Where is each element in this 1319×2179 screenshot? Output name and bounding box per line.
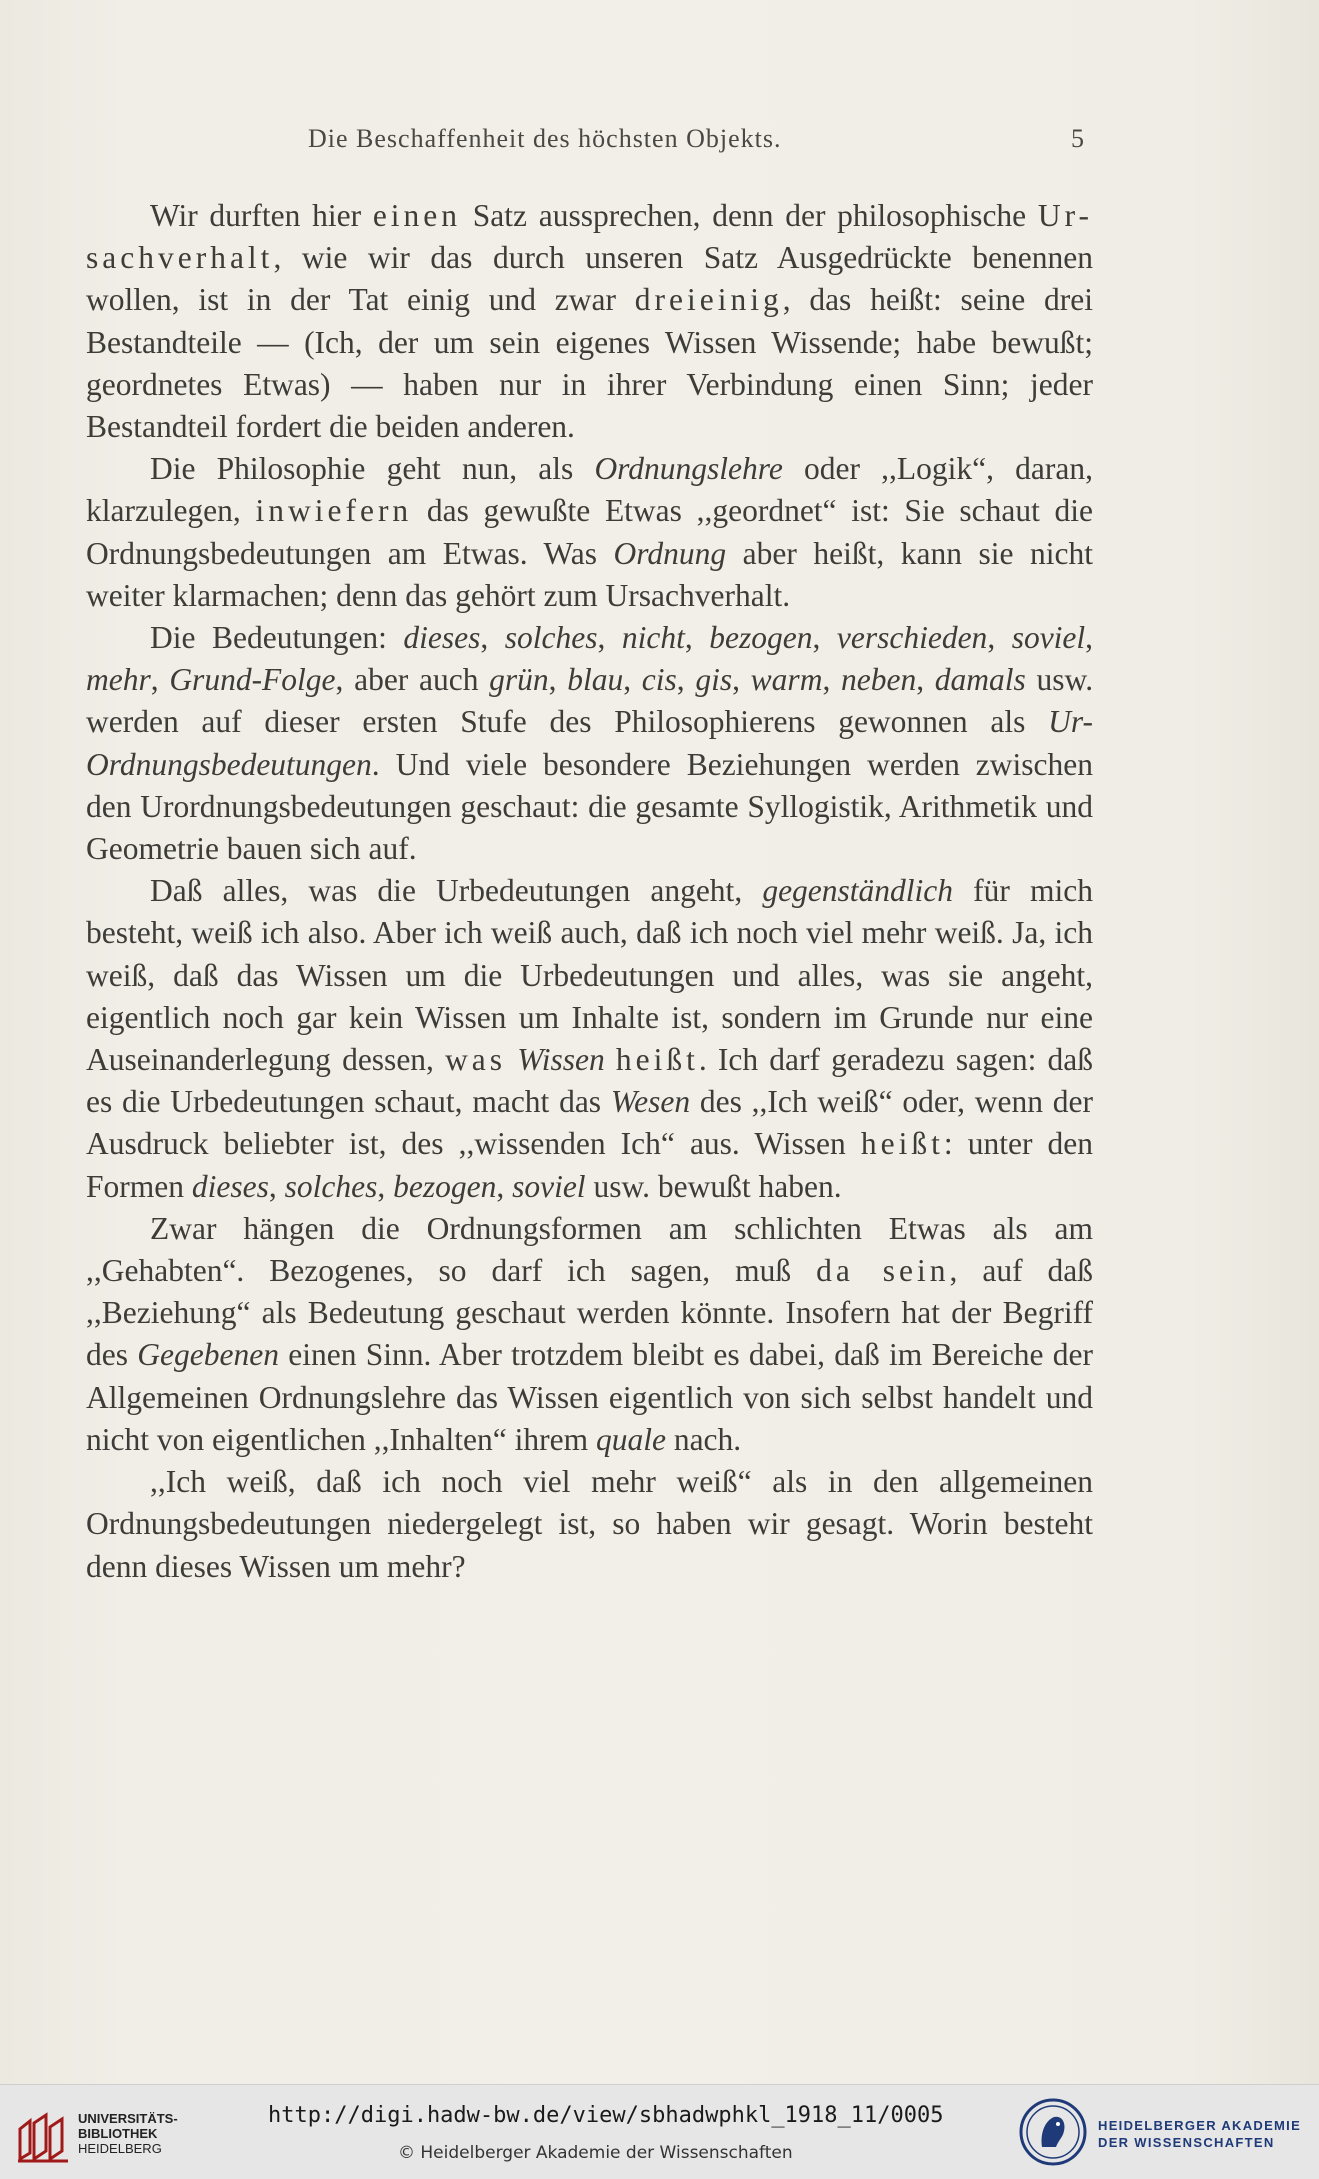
italic-emphasis: verschieden — [836, 620, 988, 656]
italic-emphasis: dieses — [403, 620, 481, 656]
text-run: , — [597, 620, 622, 656]
text-run: usw. bewußt haben. — [585, 1168, 842, 1204]
text-run: , wie wir das durch unseren Satz Ausgedrückte benennen wollen, ist in der Tat einig und zwar — [86, 240, 1093, 318]
text-run: aber heißt, kann sie nicht weiter klarmachen; denn das gehört zum Ursachverhalt. — [86, 535, 1093, 613]
italic-emphasis: neben — [841, 662, 917, 698]
italic-emphasis: solches — [284, 1168, 378, 1204]
paragraph — [86, 448, 1093, 617]
text-run: das gewußte Etwas ,,geordnet“ ist: Sie schaut die Ordnungsbedeutungen am Etwas. Was — [86, 493, 1093, 571]
library-name-line-3: HEIDELBERG — [78, 2141, 162, 2156]
paragraph — [86, 617, 1093, 870]
italic-emphasis: nicht — [621, 620, 685, 656]
letterspaced-emphasis: heißt — [860, 1126, 944, 1162]
text-run: , — [496, 1168, 513, 1204]
academy-seal-icon — [1018, 2097, 1088, 2167]
text-run: , aber auch — [335, 662, 490, 698]
university-library-name[interactable] — [78, 2111, 178, 2156]
text-run: ,,Ich weiß, daß ich noch viel mehr weiß“ als in den allgemeinen Ordnungsbedeutungen niedergelegt ist, so haben wir gesagt. Worin besteht denn dieses Wissen um mehr? — [86, 1464, 1093, 1584]
library-name-line-1: UNIVERSITÄTS- — [78, 2111, 178, 2126]
italic-emphasis: cis — [641, 662, 677, 698]
text-run: , — [822, 662, 842, 698]
italic-emphasis: mehr — [86, 662, 151, 698]
text-run: usw. werden auf dieser ersten Stufe des Philosophierens gewonnen als — [86, 662, 1094, 740]
italic-emphasis: soviel — [512, 1168, 586, 1204]
italic-emphasis: blau — [567, 662, 624, 698]
text-run — [605, 1042, 616, 1077]
italic-emphasis: damals — [934, 662, 1026, 698]
paragraph — [86, 1208, 1093, 1461]
text-run: Satz aussprechen, denn der philosophische — [461, 198, 1038, 233]
university-library-logo-icon — [14, 2107, 72, 2165]
italic-emphasis: quale — [595, 1421, 666, 1457]
letterspaced-emphasis: dreieinig — [634, 282, 783, 318]
italic-emphasis: dieses — [191, 1168, 269, 1204]
letterspaced-emphasis: was — [445, 1042, 507, 1078]
text-run: Zwar hängen die Ordnungsformen am schlichten Etwas als am ,,Gehabten“. Bezogenes, so darf ich sagen, muß — [86, 1210, 1093, 1289]
letterspaced-emphasis: einen — [372, 198, 462, 233]
text-run: Die Bedeutungen: — [150, 620, 404, 656]
italic-emphasis: Ur-Ordnungsbedeutungen — [86, 704, 1093, 782]
body-text — [86, 195, 1093, 1588]
italic-emphasis: Ordnung — [613, 535, 727, 571]
text-run — [506, 1042, 517, 1077]
text-run: , auf daß ,,Beziehung“ als Bedeutung geschaut werden könnte. Insofern hat der Begriff des — [86, 1253, 1094, 1373]
running-head — [86, 124, 1086, 158]
page-number: 5 — [1071, 124, 1085, 153]
italic-emphasis: Wissen — [517, 1042, 605, 1078]
text-run: , — [684, 620, 710, 656]
text-run: für mich besteht, weiß ich also. Aber ich weiß auch, daß ich noch viel mehr weiß. Ja, ich weiß, daß das Wissen um die Urbedeutungen und alles, was sie angeht, eigentlich noch gar kein Wissen um Inhalte ist, sondern im Grunde nur eine Auseinanderlegung dessen, — [86, 873, 1093, 1078]
text-run: : unter den Formen — [86, 1126, 1093, 1204]
paragraph — [86, 870, 1093, 1208]
letterspaced-emphasis: heißt — [615, 1042, 699, 1078]
text-run: des ,,Ich weiß“ oder, wenn der Ausdruck beliebter ist, des ,,wissenden Ich“ aus. Wissen — [86, 1084, 1093, 1162]
library-name-line-2: BIBLIOTHEK — [78, 2126, 158, 2141]
italic-emphasis: Gegebenen — [137, 1337, 279, 1373]
running-head-title: Die Beschaffenheit des höchsten Objekts. — [308, 124, 782, 153]
italic-emphasis: bezogen — [393, 1168, 497, 1204]
text-run: oder ,,Logik“, daran, klarzulegen, — [86, 451, 1093, 529]
text-run: Die Philosophie geht nun, als — [150, 451, 595, 487]
letterspaced-emphasis: inwiefern — [255, 493, 413, 529]
italic-emphasis: gis — [695, 662, 733, 698]
italic-emphasis: warm — [750, 662, 823, 698]
italic-emphasis: solches — [504, 620, 598, 656]
viewer-footer-bar — [0, 2084, 1319, 2179]
text-run: , — [623, 662, 642, 698]
italic-emphasis: Ordnungslehre — [594, 451, 783, 487]
text-run: , — [987, 620, 1012, 656]
academy-name-line-1: HEIDELBERGER AKADEMIE — [1098, 2118, 1302, 2133]
text-run: . Und viele besondere Beziehungen werden zwischen den Urordnungsbedeutungen geschaut: die gesamte Syllogistik, Arithmetik und Geometrie bauen sich auf. — [86, 746, 1093, 867]
italic-emphasis: bezogen — [709, 620, 813, 656]
text-run: , — [377, 1168, 394, 1204]
italic-emphasis: grün — [489, 662, 549, 698]
text-run: , — [1085, 620, 1094, 656]
academy-name[interactable] — [1098, 2117, 1301, 2151]
text-run: , — [676, 662, 696, 698]
text-run: . Ich darf geradezu sagen: daß es die Urbedeutungen schaut, macht das — [86, 1042, 1093, 1120]
text-run: , — [548, 662, 568, 698]
text-run: , — [916, 662, 935, 698]
paragraph — [86, 1461, 1093, 1588]
italic-emphasis: gegenständlich — [762, 873, 954, 909]
text-run: , — [732, 662, 751, 698]
copyright-notice: © Heidelberger Akademie der Wissenschaften — [398, 2143, 793, 2163]
italic-emphasis: Wesen — [610, 1084, 691, 1120]
letterspaced-emphasis: da sein — [816, 1253, 950, 1289]
text-run: einen Sinn. Aber trotzdem bleibt es dabei, daß im Bereiche der Allgemeinen Ordnungslehre das Wissen eigentlich von sich selbst handelt und nicht von eigentlichen ,,Inhalten“ ihrem — [86, 1337, 1094, 1457]
text-run: , das heißt: seine drei Bestandteile — (Ich, der um sein eigenes Wissen Wissende; habe bewußt; geordnetes Etwas) — haben nur in ihrer Verbindung einen Sinn; jeder Bestandteil fordert die beiden anderen. — [86, 282, 1093, 445]
paragraph — [86, 195, 1093, 448]
text-run: Daß alles, was die Urbedeutungen angeht, — [150, 873, 763, 909]
text-run: Wir durften hier — [150, 198, 373, 233]
text-run: , — [150, 662, 170, 698]
italic-emphasis: Grund-Folge — [169, 662, 336, 698]
text-run: nach. — [665, 1421, 742, 1457]
permalink-url[interactable]: http://digi.hadw-bw.de/view/sbhadwphkl_1918_11/0005 — [268, 2103, 944, 2128]
text-run: , — [812, 620, 837, 656]
academy-name-line-2: DER WISSENSCHAFTEN — [1098, 2135, 1275, 2150]
text-run: , — [268, 1168, 285, 1204]
letterspaced-emphasis: Ur-sachverhalt — [86, 198, 1093, 276]
text-run: , — [480, 620, 505, 656]
italic-emphasis: soviel — [1011, 620, 1086, 656]
